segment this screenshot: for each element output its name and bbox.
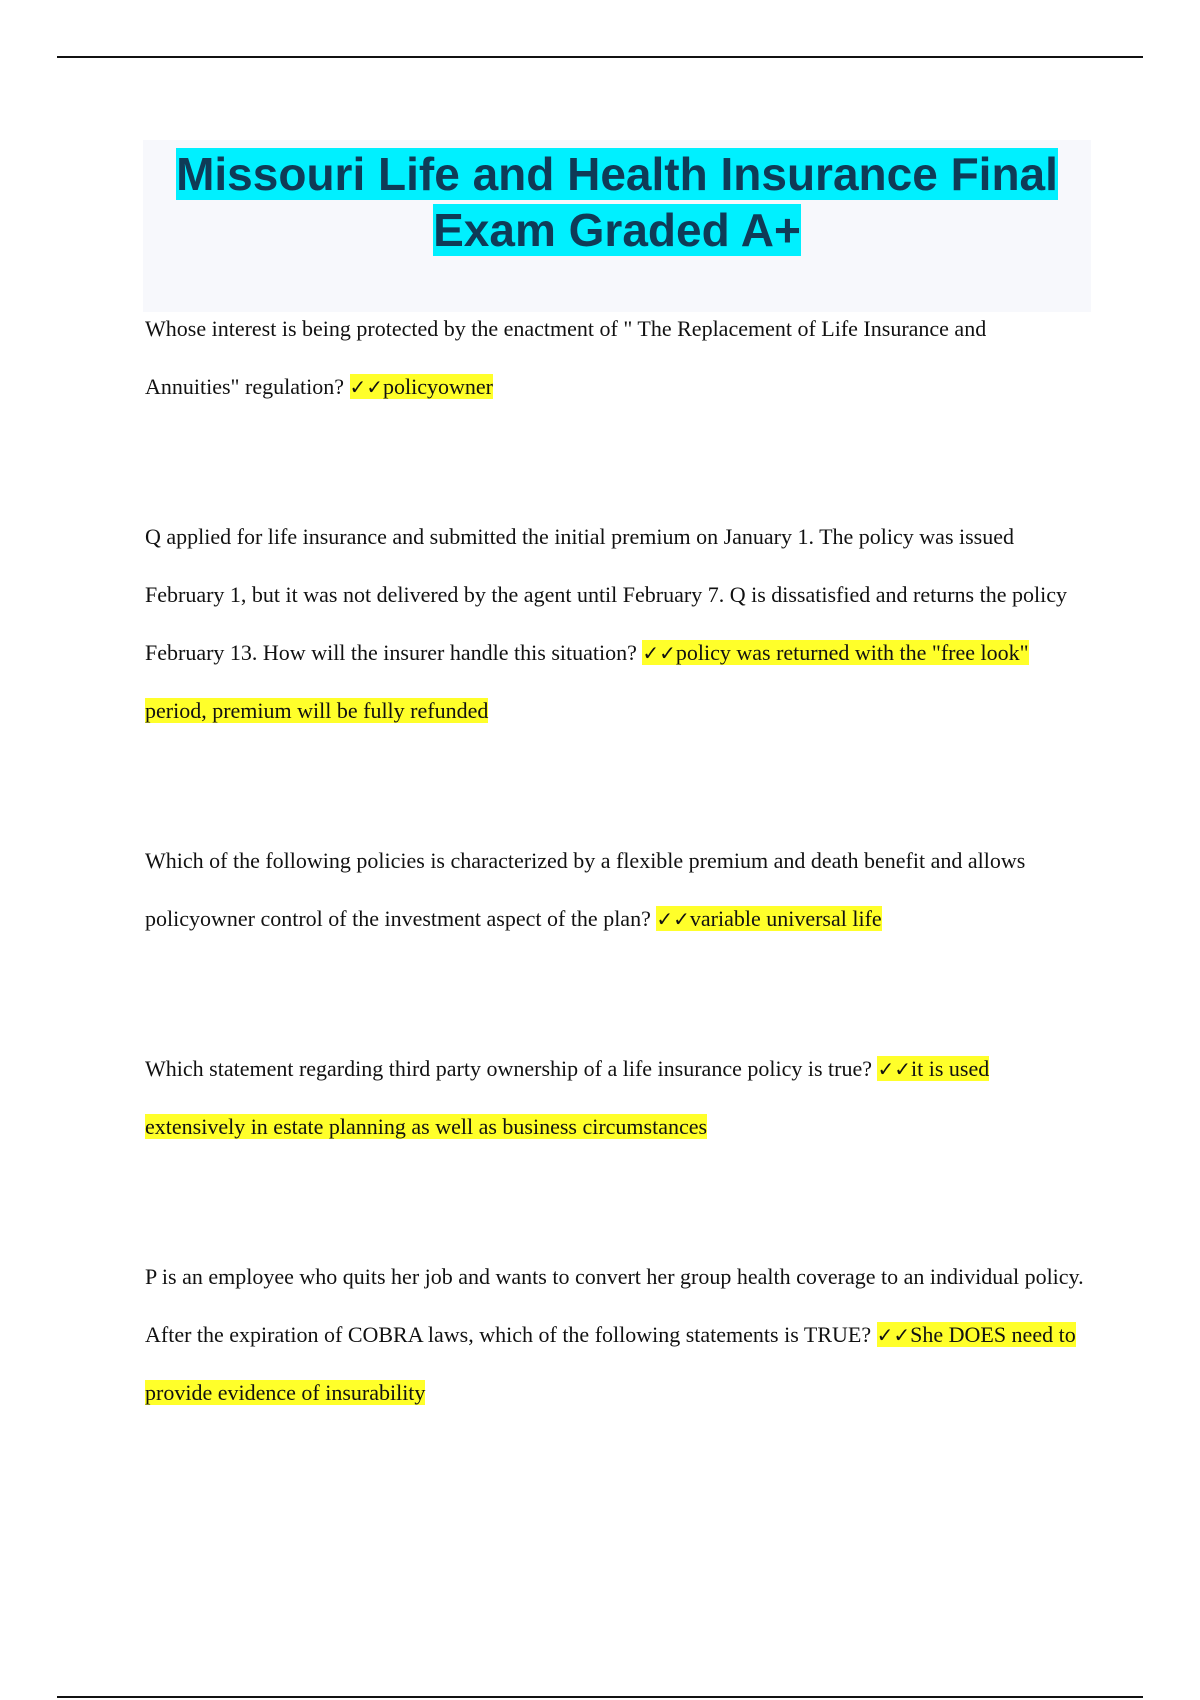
- double-check-icon: ✓✓: [642, 641, 676, 665]
- page-title: [143, 140, 1091, 258]
- qa-list: [145, 300, 1085, 1422]
- answer-text: variable universal life: [689, 906, 882, 931]
- qa-item: [145, 832, 1085, 948]
- bottom-rule: [57, 1696, 1143, 1698]
- question-text: Whose interest is being protected by the enactment of " The Replacement of Life Insurance and Annuities" regulation?: [145, 316, 987, 399]
- answer-text: She DOES need to provide evidence of insurability: [145, 1322, 1076, 1405]
- double-check-icon: ✓✓: [349, 375, 384, 399]
- double-check-icon: ✓✓: [656, 907, 690, 931]
- answer-text: it is used extensively in estate planning as well as business circumstances: [145, 1056, 990, 1139]
- answer-text: policyowner: [383, 374, 493, 399]
- question-text: Which statement regarding third party ownership of a life insurance policy is true?: [145, 1056, 872, 1081]
- answer-text: policy was returned with the "free look" period, premium will be fully refunded: [145, 640, 1029, 723]
- question-text: Which of the following policies is characterized by a flexible premium and death benefit and allows policyowner control of the investment aspect of the plan?: [145, 848, 1026, 931]
- qa-item: [145, 300, 1085, 416]
- page-title-text: Missouri Life and Health Insurance Final Exam Graded A+: [176, 148, 1058, 256]
- title-block: [143, 140, 1091, 312]
- question-text: P is an employee who quits her job and wants to convert her group health coverage to an individual policy. After the expiration of COBRA laws, which of the following statements is TRUE?: [145, 1264, 1084, 1347]
- answer-highlight: [656, 906, 881, 931]
- top-rule: [57, 56, 1143, 58]
- qa-item: [145, 1040, 1085, 1156]
- qa-item: [145, 1248, 1085, 1422]
- double-check-icon: ✓✓: [877, 1057, 911, 1081]
- answer-highlight: [350, 374, 493, 399]
- qa-item: [145, 508, 1085, 740]
- double-check-icon: ✓✓: [876, 1323, 911, 1347]
- question-text: Q applied for life insurance and submitted the initial premium on January 1. The policy was issued February 1, but it was not delivered by the agent until February 7. Q is dissatisfied and returns the policy February 13. How will the insurer handle this situation?: [145, 524, 1067, 665]
